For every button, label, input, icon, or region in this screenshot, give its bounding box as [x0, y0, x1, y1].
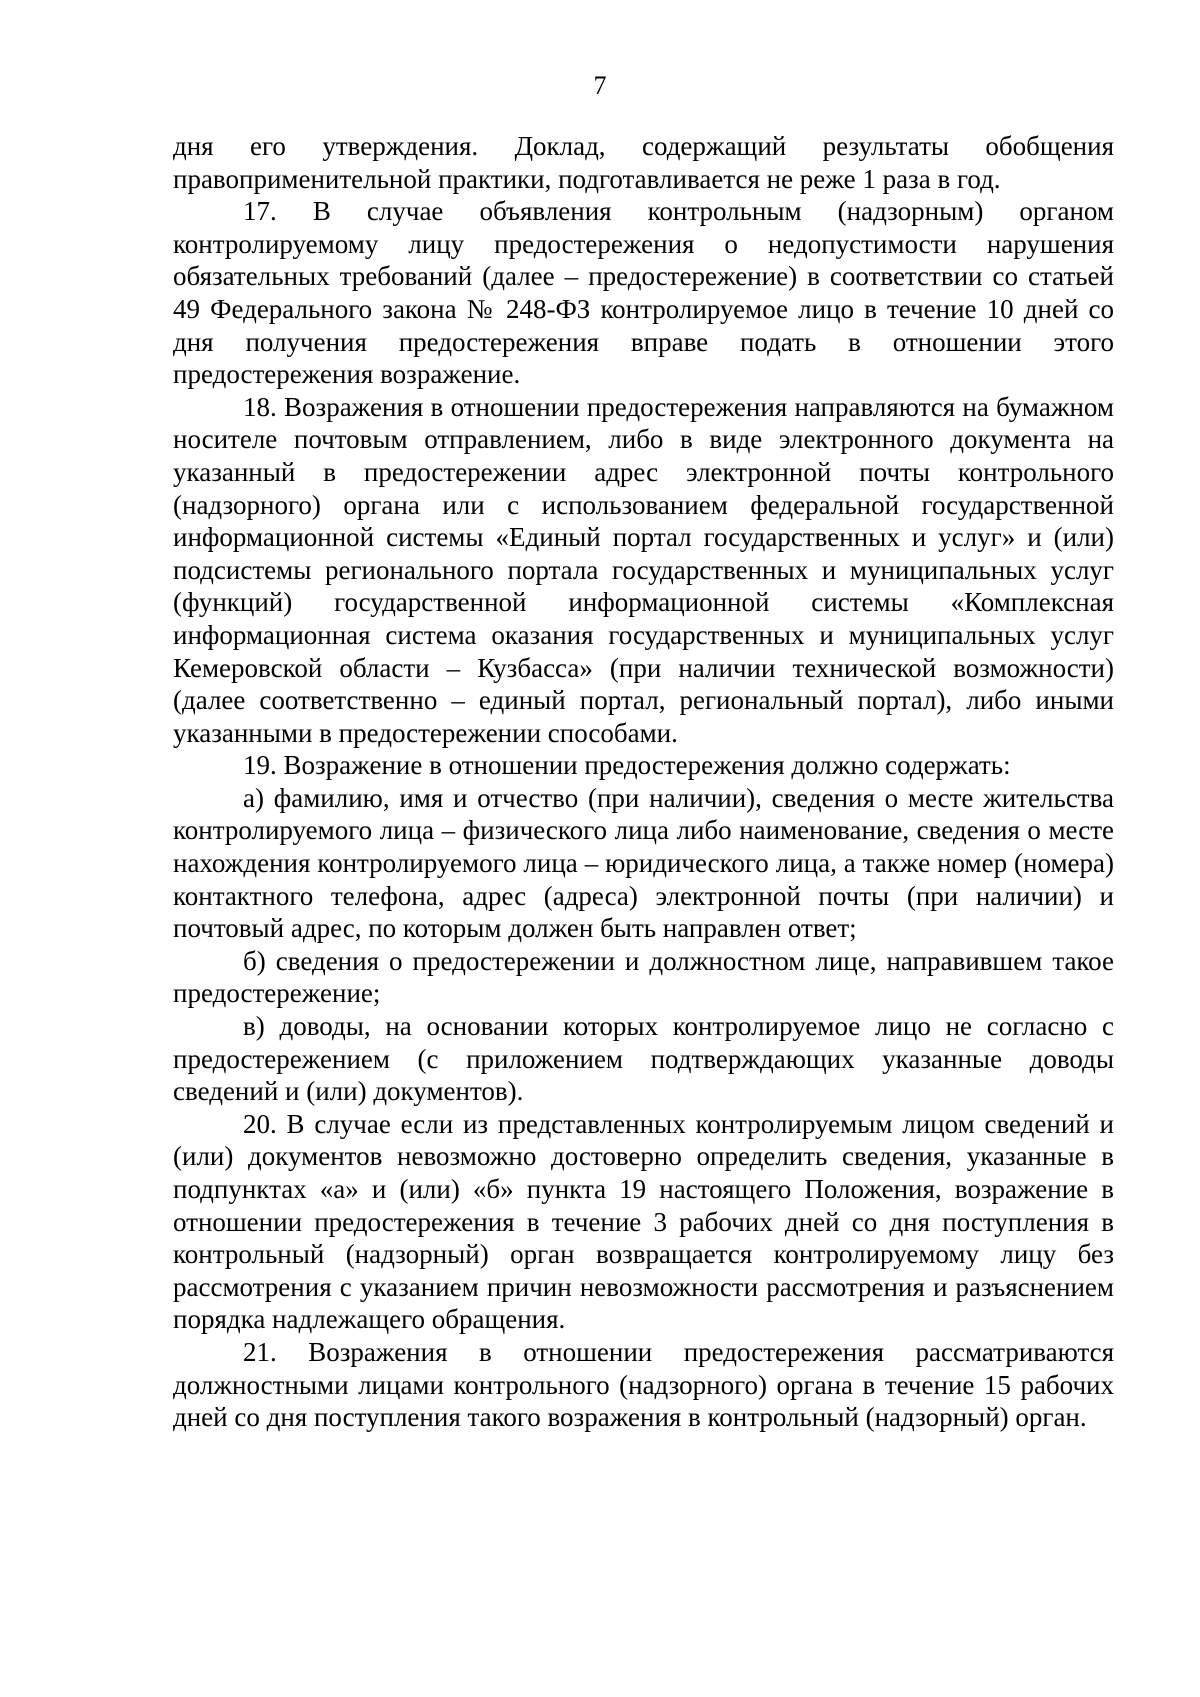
document-body [173, 130, 1114, 1434]
page-number: 7 [593, 71, 607, 100]
paragraph-continuation: дня его утверждения. Доклад, содержащий результаты обобщения правоприменительной практики, подготавливается не реже 1 раза в год. [173, 131, 1114, 194]
paragraph-18: 18. Возражения в отношении предостережения направляются на бумажном носителе почтовым отправлением, либо в виде электронного документа на указанный в предостережении адрес электронной почты контрольного (надзорного) органа или с использованием федеральной государственной информационной системы «Единый портал государственных и услуг» и (или) подсистемы регионального портала государственных и муниципальных услуг (функций) государственной информационной системы «Комплексная информационная система оказания государственных и муниципальных услуг Кемеровской области – Кузбасса» (при наличии технической возможности) (далее соответственно – единый портал, региональный портал), либо иными указанными в предостережении способами. [173, 391, 1114, 748]
paragraph-20: 20. В случае если из представленных контролируемым лицом сведений и (или) документов невозможно достоверно определить сведения, указанные в подпунктах «а» и (или) «б» пункта 19 настоящего Положения, возражение в отношении предостережения в течение 3 рабочих дней со дня поступления в контрольный (надзорный) орган возвращается контролируемому лицу без рассмотрения с указанием причин невозможности рассмотрения и разъяснением порядка надлежащего обращения. [173, 1108, 1114, 1335]
paragraph-17: 17. В случае объявления контрольным (надзорным) органом контролируемому лицу предостережения о недопустимости нарушения обязательных требований (далее – предостережение) в соответствии со статьей 49 Федерального закона № 248-ФЗ контролируемое лицо в течение 10 дней со дня получения предостережения вправе подать в отношении этого предостережения возражение. [173, 196, 1114, 390]
paragraph-19-item-b: б) сведения о предостережении и должностном лице, направившем такое предостережение; [173, 945, 1114, 1009]
paragraph-19-item-a: а) фамилию, имя и отчество (при наличии), сведения о месте жительства контролируемого лица – физического лица либо наименование, сведения о месте нахождения контролируемого лица – юридического лица, а также номер (номера) контактного телефона, адрес (адреса) электронной почты (при наличии) и почтовый адрес, по которым должен быть направлен ответ; [173, 782, 1114, 944]
paragraph-19: 19. Возражение в отношении предостережения должно содержать: [243, 750, 1011, 781]
paragraph-21: 21. Возражения в отношении предостережения рассматриваются должностными лицами контрольного (надзорного) органа в течение 15 рабочих дней со дня поступления такого возражения в контрольный (надзорный) орган. [173, 1336, 1114, 1433]
paragraph-19-item-v: в) доводы, на основании которых контролируемое лицо не согласно с предостережением (с приложением подтверждающих указанные доводы сведений и (или) документов). [173, 1011, 1114, 1107]
